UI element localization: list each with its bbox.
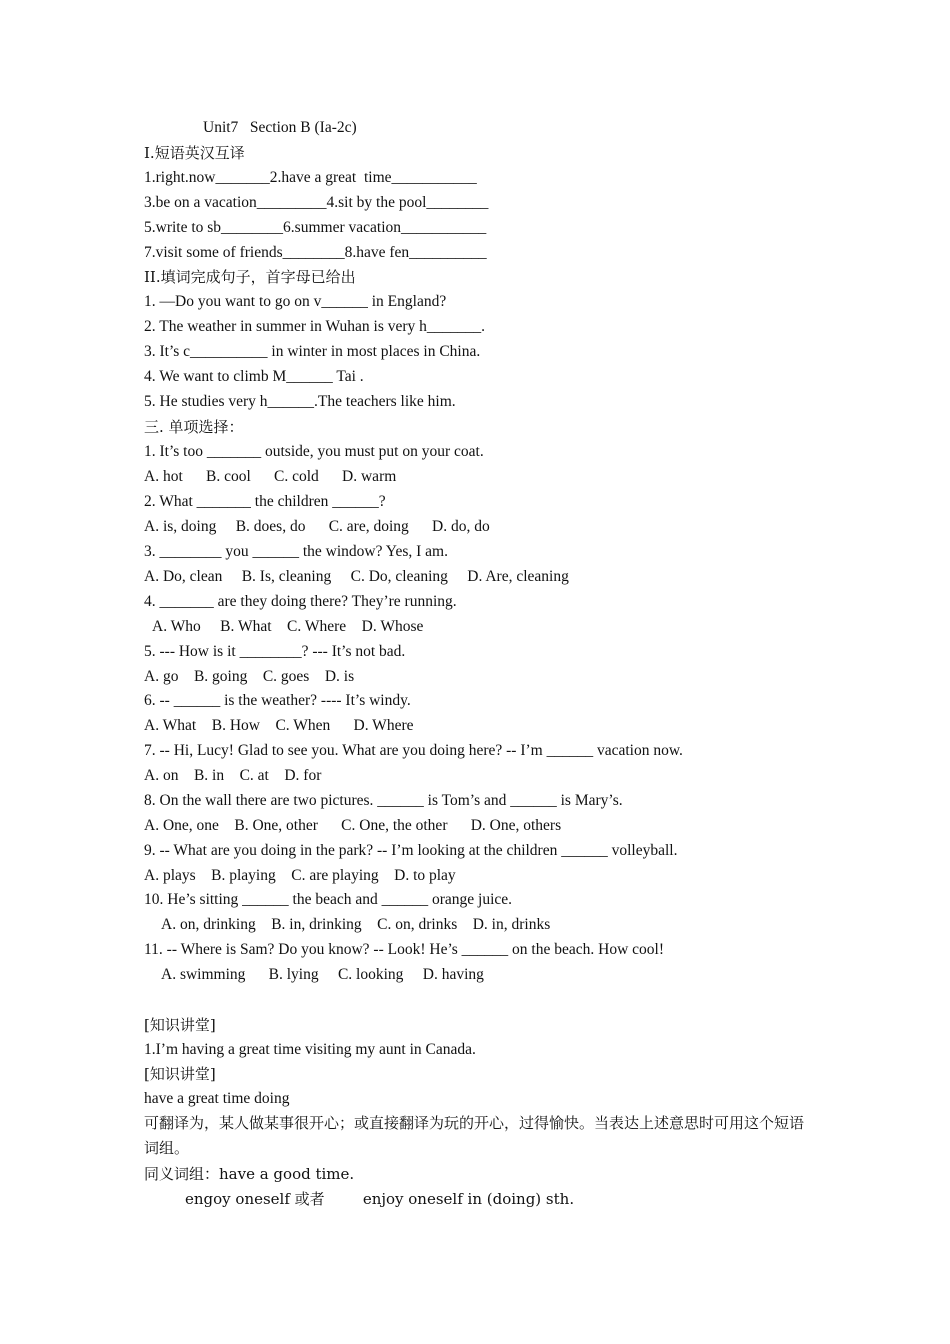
question-line: 3. ________ you ______ the window? Yes, I am. — [144, 543, 448, 560]
options-line: A. go B. going C. goes D. is — [144, 668, 355, 685]
question-line: 8. On the wall there are two pictures. ______ is Tom’s and ______ is Mary’s. — [144, 792, 623, 809]
section-2-heading: II.填词完成句子，首字母已给出 — [144, 268, 356, 286]
question-line: 5. --- How is it ________? --- It’s not bad. — [144, 643, 406, 660]
knowledge-example: 1.I’m having a great time visiting my aunt in Canada. — [144, 1041, 476, 1058]
options-line: A. Do, clean B. Is, cleaning C. Do, cleaning D. Are, cleaning — [144, 568, 569, 585]
exercise-line: 3.be on a vacation_________4.sit by the pool________ — [144, 194, 489, 211]
exercise-line: 3. It’s c__________ in winter in most places in China. — [144, 343, 481, 360]
options-line: A. on B. in C. at D. for — [144, 767, 322, 784]
options-line: A. Who B. What C. Where D. Whose — [152, 618, 424, 635]
question-line: 2. What _______ the children ______? — [144, 493, 386, 510]
question-line: 10. He’s sitting ______ the beach and ______ orange juice. — [144, 891, 513, 908]
question-line: 4. _______ are they doing there? They’re running. — [144, 593, 457, 610]
options-line: A. hot B. cool C. cold D. warm — [144, 468, 397, 485]
section-1-heading: I.短语英汉互译 — [144, 144, 245, 162]
question-line: 1. It’s too _______ outside, you must put on your coat. — [144, 443, 484, 460]
section-3-heading: 三. 单项选择： — [144, 418, 244, 436]
options-line: A. is, doing B. does, do C. are, doing D. do, do — [144, 518, 490, 535]
phrase-line: have a great time doing — [144, 1090, 290, 1107]
exercise-line: 1.right.now_______2.have a great time___________ — [144, 169, 477, 186]
page-title: Unit7 Section B (Ia-2c) — [203, 119, 357, 136]
exercise-line: 4. We want to climb M______ Tai . — [144, 368, 364, 385]
options-line: A. What B. How C. When D. Where — [144, 717, 414, 734]
options-line: A. on, drinking B. in, drinking C. on, drinks D. in, drinks — [161, 916, 551, 933]
synonym-line-2: engoy oneself 或者 enjoy oneself in (doing) sth. — [185, 1190, 575, 1208]
synonym-line: 同义词组：have a good time. — [144, 1165, 355, 1183]
options-line: A. plays B. playing C. are playing D. to play — [144, 867, 456, 884]
question-line: 11. -- Where is Sam? Do you know? -- Look! He’s ______ on the beach. How cool! — [144, 941, 664, 958]
explanation-paragraph: 可翻译为，某人做某事很开心；或直接翻译为玩的开心，过得愉快。当表达上述意思时可用这个短语词组。 — [144, 1114, 805, 1157]
exercise-line: 5.write to sb________6.summer vacation___________ — [144, 219, 487, 236]
knowledge-heading: [知识讲堂] — [144, 1016, 216, 1034]
exercise-line: 2. The weather in summer in Wuhan is very h_______. — [144, 318, 486, 335]
options-line: A. swimming B. lying C. looking D. having — [161, 966, 484, 983]
question-line: 6. -- ______ is the weather? ---- It’s windy. — [144, 692, 411, 709]
question-line: 9. -- What are you doing in the park? -- I’m looking at the children ______ volleyball. — [144, 842, 678, 859]
exercise-line: 5. He studies very h______.The teachers like him. — [144, 393, 456, 410]
exercise-line: 7.visit some of friends________8.have fen__________ — [144, 244, 487, 261]
exercise-line: 1. —Do you want to go on v______ in England? — [144, 293, 447, 310]
question-line: 7. -- Hi, Lucy! Glad to see you. What are you doing here? -- I’m ______ vacation now. — [144, 742, 683, 759]
options-line: A. One, one B. One, other C. One, the other D. One, others — [144, 817, 562, 834]
knowledge-heading: [知识讲堂] — [144, 1065, 216, 1083]
